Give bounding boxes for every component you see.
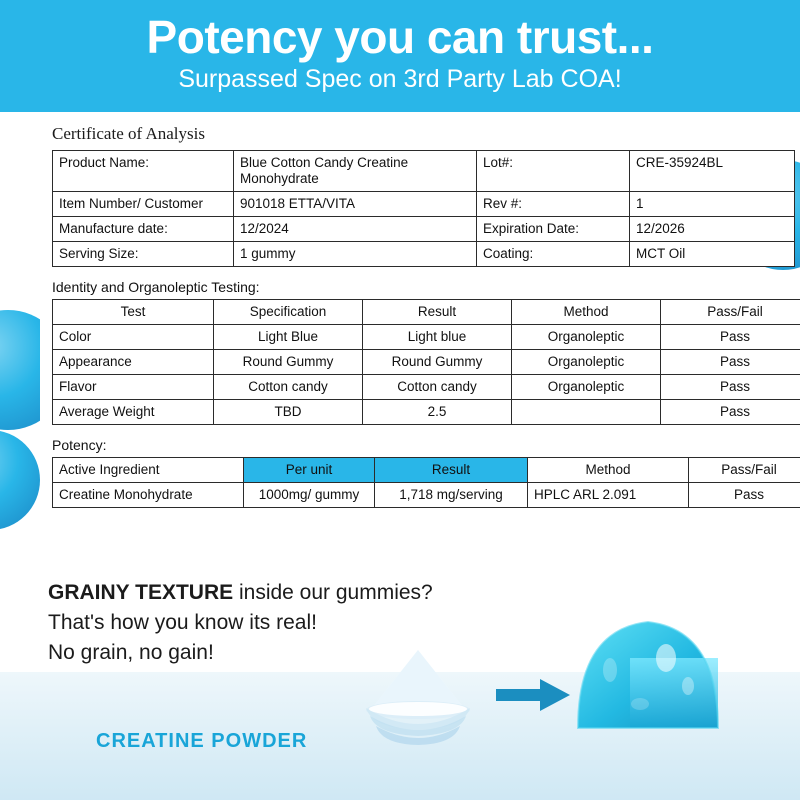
identity-section-label: Identity and Organoleptic Testing:: [52, 279, 260, 295]
potency-header-per-unit: Per unit: [244, 458, 375, 483]
decorative-circle-left-lower: [0, 430, 40, 530]
potency-cell-passfail: Pass: [689, 483, 800, 508]
table-row: [53, 325, 800, 350]
info-value-product-name: Blue Cotton Candy Creatine Monohydrate: [234, 151, 477, 192]
identity-cell-method: [512, 400, 661, 425]
promo-line-1: [48, 578, 433, 608]
table-row: [53, 217, 795, 242]
info-value-expiration-date: 12/2026: [630, 217, 795, 242]
info-label-item-number: Item Number/ Customer: [53, 192, 234, 217]
info-value-item-number: 901018 ETTA/VITA: [234, 192, 477, 217]
table-row: [53, 400, 800, 425]
identity-cell-result: Cotton candy: [363, 375, 512, 400]
bowl-graphic: [330, 636, 506, 756]
identity-header-specification: Specification: [214, 300, 363, 325]
info-value-rev: 1: [630, 192, 795, 217]
potency-section-label: Potency:: [52, 437, 107, 453]
identity-header-result: Result: [363, 300, 512, 325]
identity-header-method: Method: [512, 300, 661, 325]
potency-header-result: Result: [375, 458, 528, 483]
product-info-table: [52, 150, 795, 267]
info-value-lot: CRE-35924BL: [630, 151, 795, 192]
table-row: [53, 242, 795, 267]
potency-cell-result: 1,718 mg/serving: [375, 483, 528, 508]
identity-cell-method: Organoleptic: [512, 325, 661, 350]
info-label-product-name: Product Name:: [53, 151, 234, 192]
blue-gummy-illustration: [570, 600, 730, 755]
identity-cell-test: Flavor: [53, 375, 214, 400]
identity-cell-test: Appearance: [53, 350, 214, 375]
certificate-of-analysis-panel: [40, 112, 777, 508]
info-label-expiration-date: Expiration Date:: [477, 217, 630, 242]
identity-cell-passfail: Pass: [661, 350, 800, 375]
info-label-serving-size: Serving Size:: [53, 242, 234, 267]
potency-cell-per-unit: 1000mg/ gummy: [244, 483, 375, 508]
identity-cell-result: 2.5: [363, 400, 512, 425]
gummy-graphic: [570, 600, 730, 755]
identity-cell-passfail: Pass: [661, 375, 800, 400]
header-banner: [0, 0, 800, 112]
identity-cell-passfail: Pass: [661, 400, 800, 425]
arrow-graphic: [496, 678, 570, 712]
info-value-manufacture-date: 12/2024: [234, 217, 477, 242]
identity-cell-passfail: Pass: [661, 325, 800, 350]
info-value-serving-size: 1 gummy: [234, 242, 477, 267]
potency-header-active-ingredient: Active Ingredient: [53, 458, 244, 483]
promo-line-1-rest: inside our gummies?: [233, 581, 433, 604]
identity-cell-method: Organoleptic: [512, 350, 661, 375]
table-row: [53, 483, 800, 508]
identity-cell-specification: Round Gummy: [214, 350, 363, 375]
info-label-rev: Rev #:: [477, 192, 630, 217]
identity-testing-table: [52, 299, 800, 425]
potency-table: [52, 457, 800, 508]
promo-line-3: No grain, no gain!: [48, 641, 214, 664]
page-title: Potency you can trust...: [146, 11, 654, 63]
creatine-powder-label: CREATINE POWDER: [96, 730, 308, 752]
creatine-powder-bowl-illustration: [330, 636, 506, 756]
identity-cell-result: Light blue: [363, 325, 512, 350]
table-row: [53, 350, 800, 375]
identity-header-passfail: Pass/Fail: [661, 300, 800, 325]
identity-cell-specification: Cotton candy: [214, 375, 363, 400]
table-header-row: [53, 458, 800, 483]
identity-header-test: Test: [53, 300, 214, 325]
info-label-manufacture-date: Manufacture date:: [53, 217, 234, 242]
table-header-row: [53, 300, 800, 325]
potency-cell-method: HPLC ARL 2.091: [528, 483, 689, 508]
table-row: [53, 375, 800, 400]
arrow-icon: [496, 678, 570, 712]
identity-cell-specification: TBD: [214, 400, 363, 425]
page-subtitle: Surpassed Spec on 3rd Party Lab COA!: [178, 65, 622, 93]
info-label-coating: Coating:: [477, 242, 630, 267]
identity-cell-specification: Light Blue: [214, 325, 363, 350]
table-row: [53, 151, 795, 192]
identity-cell-test: Color: [53, 325, 214, 350]
promo-line-2: That's how you know its real!: [48, 611, 317, 634]
coa-title: Certificate of Analysis: [52, 124, 205, 143]
table-row: [53, 192, 795, 217]
potency-header-method: Method: [528, 458, 689, 483]
info-label-lot: Lot#:: [477, 151, 630, 192]
info-value-coating: MCT Oil: [630, 242, 795, 267]
promo-line-1-bold: GRAINY TEXTURE: [48, 581, 234, 604]
identity-cell-method: Organoleptic: [512, 375, 661, 400]
potency-header-passfail: Pass/Fail: [689, 458, 800, 483]
potency-cell-active-ingredient: Creatine Monohydrate: [53, 483, 244, 508]
identity-cell-test: Average Weight: [53, 400, 214, 425]
identity-cell-result: Round Gummy: [363, 350, 512, 375]
